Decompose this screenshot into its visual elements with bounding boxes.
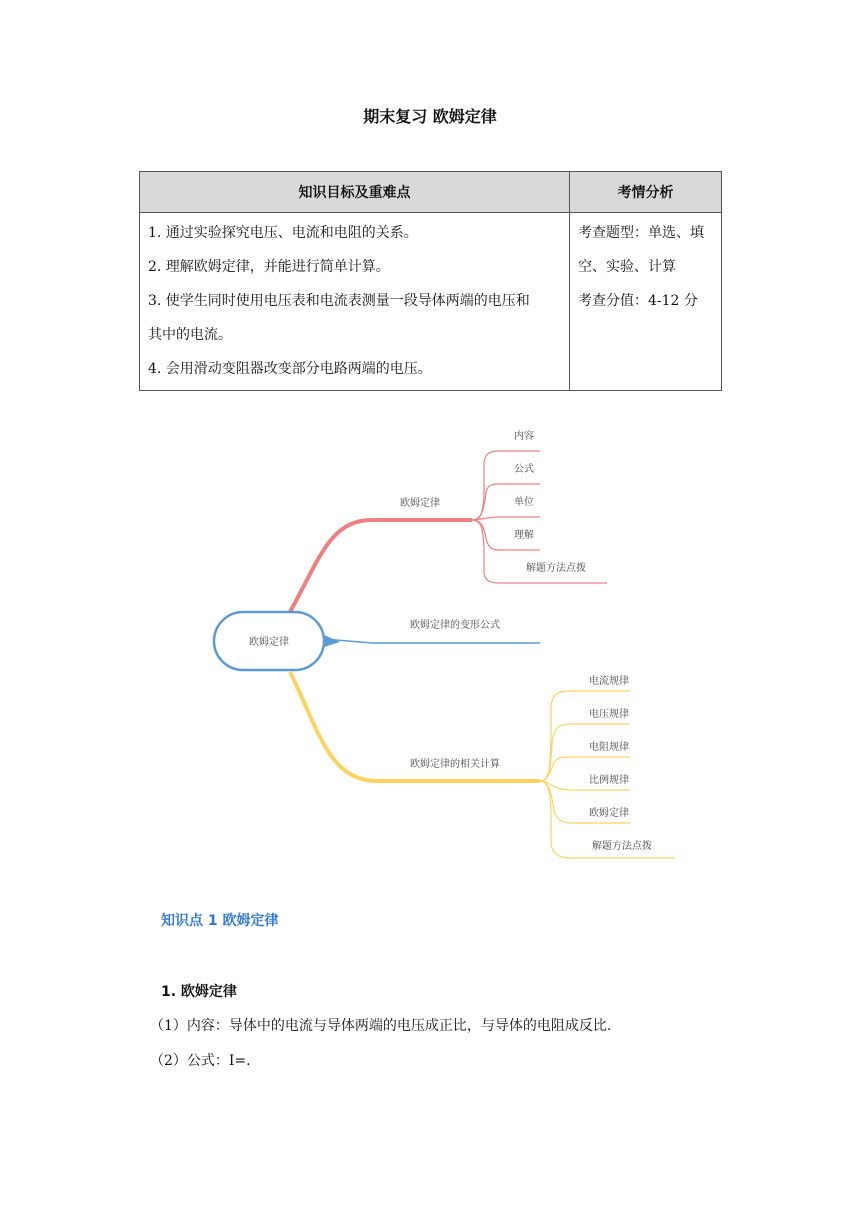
- branch1-curve: [290, 520, 472, 612]
- section-heading: 1. 欧姆定律: [161, 984, 237, 1000]
- branch3-child: 解题方法点拨: [592, 841, 652, 852]
- branch1-child: 内容: [514, 431, 534, 442]
- branch3-child: 电流规律: [589, 676, 629, 687]
- branch1-child: 单位: [514, 497, 534, 508]
- objective-line: 3. 使学生同时使用电压表和电流表测量一段导体两端的电压和: [148, 293, 530, 309]
- objective-line: 1. 通过实验探究电压、电流和电阻的关系。: [148, 225, 418, 241]
- branch2-line: [324, 639, 540, 643]
- paragraph-content: （1）内容：导体中的电流与导体两端的电压成正比，与导体的电阻成反比.: [150, 1018, 612, 1034]
- center-node-label: 欧姆定律: [249, 637, 289, 648]
- mind-map: [200, 418, 680, 868]
- objectives-table: [139, 171, 722, 391]
- branch1-child: 公式: [514, 464, 534, 475]
- branch3-child: 电阻规律: [589, 742, 629, 753]
- branch1-link: [472, 517, 540, 520]
- branch2-label: 欧姆定律的变形公式: [410, 620, 500, 631]
- branch2-wedge: [324, 635, 340, 647]
- branch3-child: 欧姆定律: [589, 808, 629, 819]
- objective-line: 4. 会用滑动变阻器改变部分电路两端的电压。: [148, 361, 432, 377]
- branch3-child: 电压规律: [589, 709, 629, 720]
- objective-line: 2. 理解欧姆定律，并能进行简单计算。: [148, 259, 390, 275]
- paragraph-formula: （2）公式：I=.: [150, 1053, 251, 1069]
- branch1-child: 理解: [514, 530, 534, 541]
- branch3-label: 欧姆定律的相关计算: [410, 759, 500, 770]
- knowledge-point-heading: 知识点 1 欧姆定律: [161, 913, 279, 929]
- branch1-label: 欧姆定律: [400, 498, 440, 509]
- objectives-cell: [140, 213, 570, 391]
- branch1-link: [472, 451, 540, 520]
- analysis-line: 考查题型：单选、填: [578, 225, 704, 241]
- analysis-line: 考查分值：4-12 分: [578, 293, 698, 309]
- page-title: 期末复习 欧姆定律: [363, 107, 497, 126]
- header-analysis: 考情分析: [570, 172, 722, 213]
- branch1-child: 解题方法点拨: [526, 563, 586, 574]
- analysis-line: 空、实验、计算: [578, 259, 676, 275]
- header-objectives: 知识目标及重难点: [140, 172, 570, 213]
- analysis-cell: [570, 213, 722, 391]
- objective-line: 其中的电流。: [148, 327, 232, 343]
- branch3-child: 比例规律: [589, 775, 629, 786]
